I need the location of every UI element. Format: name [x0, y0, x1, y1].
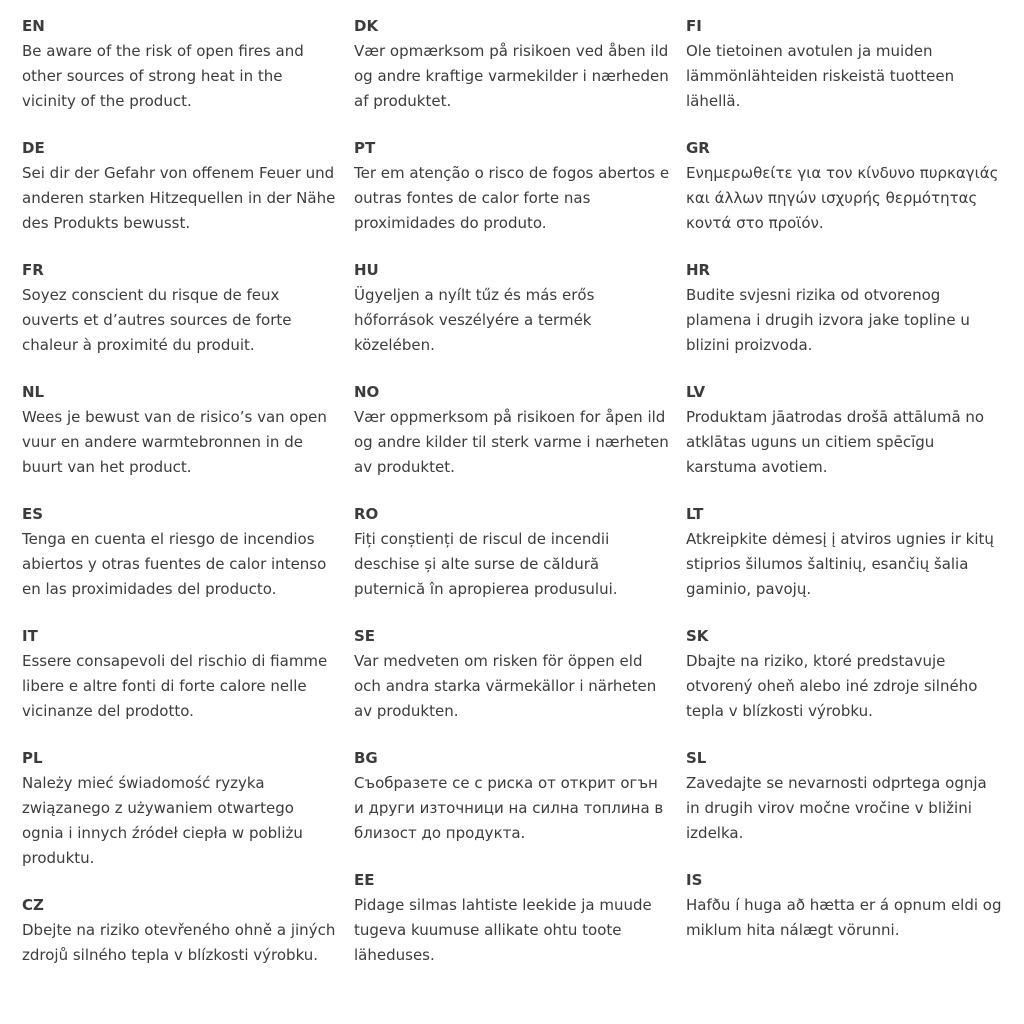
language-entry-ee	[354, 868, 670, 968]
language-code: HU	[354, 261, 379, 279]
warning-text: Dbajte na riziko, ktoré predstavuje otvorený oheň alebo iné zdroje silného tepla v blízkosti výrobku.	[686, 652, 978, 720]
language-entry-se	[354, 624, 670, 724]
language-code: DE	[22, 139, 45, 157]
language-entry-fr	[22, 258, 338, 358]
warning-text: Vær opmærksom på risikoen ved åben ild og andre kraftige varmekilder i nærheden af produktet.	[354, 42, 669, 110]
language-code: NL	[22, 383, 45, 401]
language-entry-is	[686, 868, 1002, 943]
language-code: SK	[686, 627, 709, 645]
language-entry-hr	[686, 258, 1002, 358]
language-entry-pl	[22, 746, 338, 871]
warning-text: Produktam jāatrodas drošā attālumā no atklātas uguns un citiem spēcīgu karstuma avotiem.	[686, 408, 985, 476]
language-entry-pt	[354, 136, 670, 236]
language-code: NO	[354, 383, 380, 401]
language-entry-no	[354, 380, 670, 480]
language-code: PL	[22, 749, 43, 767]
language-entry-hu	[354, 258, 670, 358]
warning-text: Należy mieć świadomość ryzyka związanego z używaniem otwartego ognia i innych źródeł ciepła w pobliżu produktu.	[22, 774, 303, 867]
warning-text: Vær oppmerksom på risikoen for åpen ild og andre kilder til sterk varme i nærheten av produktet.	[354, 408, 669, 476]
language-entry-de	[22, 136, 338, 236]
language-code: EE	[354, 871, 375, 889]
warning-text: Var medveten om risken för öppen eld och andra starka värmekällor i närheten av produkten.	[354, 652, 657, 720]
language-code: FR	[22, 261, 44, 279]
language-entry-nl	[22, 380, 338, 480]
warning-text: Sei dir der Gefahr von offenem Feuer und anderen starken Hitzequellen in der Nähe des Produkts bewusst.	[22, 164, 336, 232]
language-entry-cz	[22, 893, 338, 968]
warning-text: Hafðu í huga að hætta er á opnum eldi og miklum hita nálægt vörunni.	[686, 896, 1002, 939]
warning-text: Ole tietoinen avotulen ja muiden lämmönlähteiden riskeistä tuotteen lähellä.	[686, 42, 955, 110]
language-entry-en	[22, 14, 338, 114]
language-code: SL	[686, 749, 707, 767]
warning-text: Dbejte na riziko otevřeného ohně a jiných zdrojů silného tepla v blízkosti výrobku.	[22, 921, 336, 964]
language-code: ES	[22, 505, 44, 523]
language-code: GR	[686, 139, 710, 157]
warning-text: Wees je bewust van de risico’s van open vuur en andere warmtebronnen in de buurt van het product.	[22, 408, 327, 476]
language-code: FI	[686, 17, 702, 35]
warning-text: Be aware of the risk of open fires and other sources of strong heat in the vicinity of the product.	[22, 42, 304, 110]
warning-text: Pidage silmas lahtiste leekide ja muude tugeva kuumuse allikate ohtu toote läheduses.	[354, 896, 652, 964]
column-1	[22, 14, 338, 990]
warning-text: Essere consapevoli del rischio di fiamme libere e altre fonti di forte calore nelle vicinanze del prodotto.	[22, 652, 328, 720]
language-code: DK	[354, 17, 379, 35]
warning-text: Ügyeljen a nyílt tűz és más erős hőforrások veszélyére a termék közelében.	[354, 286, 595, 354]
warning-text: Съобразете се с риска от открит огън и други източници на силна топлина в близост до продукта.	[354, 774, 664, 842]
language-entry-sk	[686, 624, 1002, 724]
column-3	[686, 14, 1002, 965]
language-code: PT	[354, 139, 376, 157]
language-code: LV	[686, 383, 706, 401]
column-2	[354, 14, 670, 990]
language-entry-dk	[354, 14, 670, 114]
warning-text: Budite svjesni rizika od otvorenog plamena i drugih izvora jake topline u blizini proizvoda.	[686, 286, 970, 354]
warning-text: Zavedajte se nevarnosti odprtega ognja in drugih virov močne vročine v bližini izdelka.	[686, 774, 987, 842]
warning-text: Atkreipkite dėmesį į atviros ugnies ir kitų stiprios šilumos šaltinių, esančių šalia gaminio, pavojų.	[686, 530, 994, 598]
warning-text: Tenga en cuenta el riesgo de incendios abiertos y otras fuentes de calor intenso en las proximidades del producto.	[22, 530, 327, 598]
warning-text: Ter em atenção o risco de fogos abertos e outras fontes de calor forte nas proximidades do produto.	[354, 164, 670, 232]
language-entry-fi	[686, 14, 1002, 114]
warning-text: Fiți conștienți de riscul de incendii deschise și alte surse de căldură puternică în apropierea produsului.	[354, 530, 618, 598]
language-entry-sl	[686, 746, 1002, 846]
language-entry-es	[22, 502, 338, 602]
language-entry-it	[22, 624, 338, 724]
language-code: CZ	[22, 896, 44, 914]
language-entry-lv	[686, 380, 1002, 480]
language-entry-bg	[354, 746, 670, 846]
warning-text: Soyez conscient du risque de feux ouverts et d’autres sources de forte chaleur à proximité du produit.	[22, 286, 292, 354]
language-code: BG	[354, 749, 378, 767]
language-code: EN	[22, 17, 45, 35]
language-code: HR	[686, 261, 711, 279]
language-code: LT	[686, 505, 704, 523]
language-entry-ro	[354, 502, 670, 602]
warning-text: Ενημερωθείτε για τον κίνδυνο πυρκαγιάς και άλλων πηγών ισχυρής θερμότητας κοντά στο προϊόν.	[686, 164, 999, 232]
language-code: RO	[354, 505, 379, 523]
language-entry-lt	[686, 502, 1002, 602]
language-code: IT	[22, 627, 38, 645]
language-entry-gr	[686, 136, 1002, 236]
language-code: SE	[354, 627, 376, 645]
language-code: IS	[686, 871, 703, 889]
